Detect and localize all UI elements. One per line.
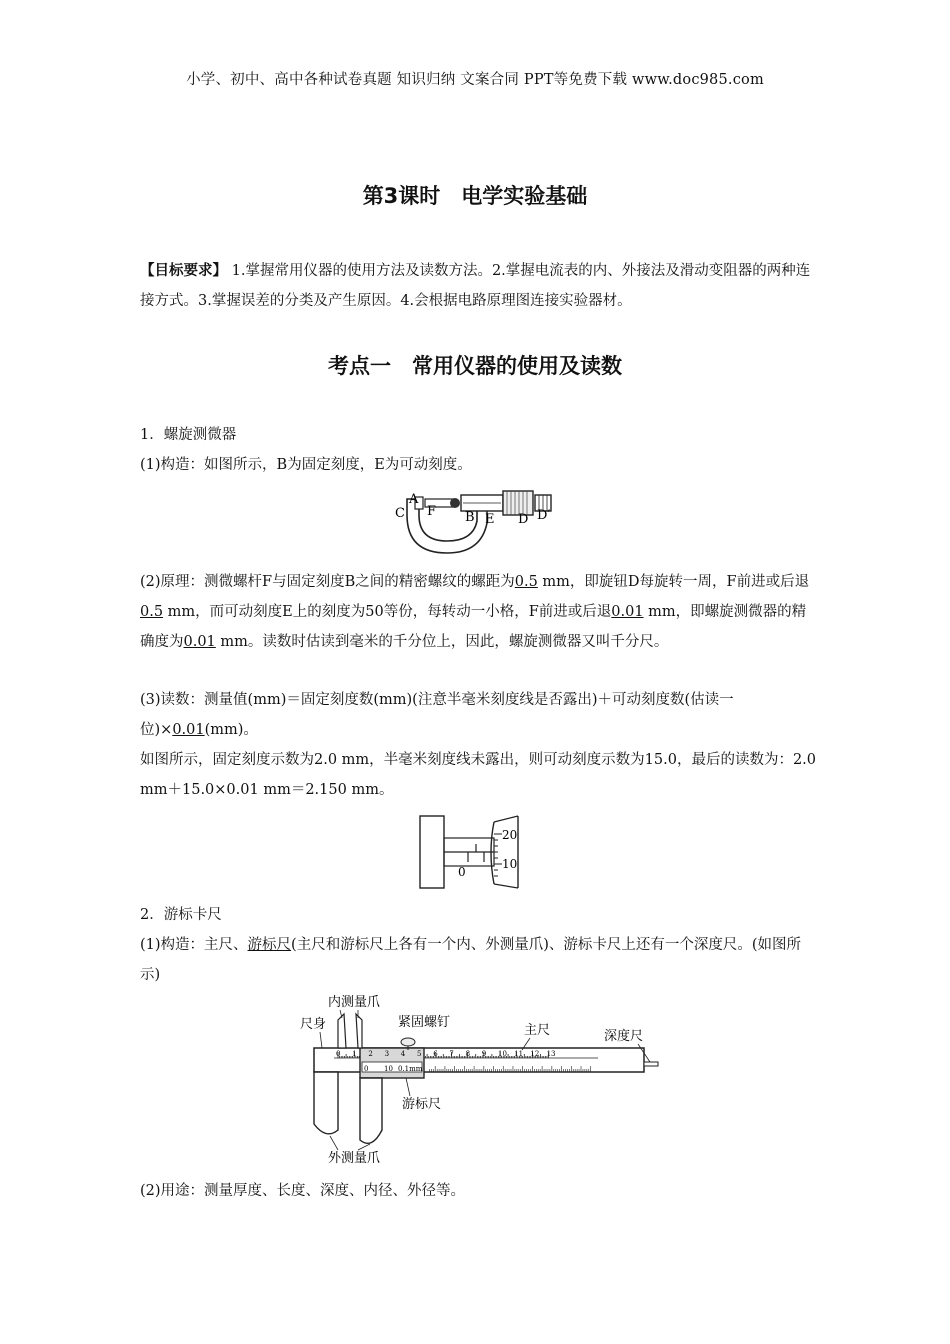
main-scale-number: 12 bbox=[530, 1050, 540, 1058]
micrometer-example: 如图所示，固定刻度示数为2.0 mm，半毫米刻度线未露出，则可动刻度示数为15.0，最后的读数为：2.0 mm＋15.0×0.01 mm＝2.150 mm。 bbox=[140, 752, 817, 798]
principle-blank-3: 0.01 bbox=[611, 604, 644, 620]
principle-text-1: (2)原理：测微螺杆F与固定刻度B之间的精密螺纹的螺距为 bbox=[140, 574, 515, 590]
main-scale-number: 4 bbox=[400, 1050, 406, 1058]
caliper-structure-text-2: (主尺和游标尺上各有一个内、外测量爪)、游标卡尺上还有一个深度尺。(如图所示) bbox=[140, 937, 802, 983]
scale-ten: 10 bbox=[502, 857, 518, 871]
lesson-title: 第3课时 电学实验基础 bbox=[362, 184, 588, 208]
main-scale-number: 10 bbox=[498, 1050, 507, 1058]
main-scale-number: 2 bbox=[368, 1050, 373, 1058]
page-header: 小学、初中、高中各种试卷真题 知识归纳 文案合同 PPT等免费下载 www.doc985.com bbox=[186, 72, 764, 88]
principle-text-3: mm，而可动刻度E上的刻度为50等份，每转动一小格，F前进或后退 bbox=[163, 604, 612, 620]
label-screw: 紧固螺钉 bbox=[398, 1015, 451, 1030]
label-inner-jaw: 内测量爪 bbox=[328, 995, 381, 1010]
micrometer-structure: (1)构造：如图所示，B为固定刻度，E为可动刻度。 bbox=[140, 457, 472, 473]
caliper-heading: 2．游标卡尺 bbox=[140, 907, 222, 923]
reading-blank-1: 0.01 bbox=[172, 722, 205, 738]
caliper-structure-text-1: (1)构造：主尺、 bbox=[140, 937, 248, 953]
principle-blank-4: 0.01 bbox=[183, 634, 216, 650]
scale-zero: 0 bbox=[458, 865, 466, 879]
label-depth: 深度尺 bbox=[604, 1029, 644, 1044]
main-scale-number: 8 bbox=[465, 1050, 471, 1058]
vernier-ten: 10 bbox=[384, 1065, 393, 1073]
principle-text-4: mm，即螺旋测微器的精确度为 bbox=[140, 604, 807, 650]
caliper-structure bbox=[140, 930, 820, 990]
label-F: F bbox=[427, 504, 437, 519]
micrometer-heading: 1．螺旋测微器 bbox=[140, 427, 237, 443]
label-D: D bbox=[518, 512, 529, 527]
goals-text: 1.掌握常用仪器的使用方法及读数方法。2.掌握电流表的内、外接法及滑动变阻器的两种连接方式。3.掌握误差的分类及产生原因。4.会根据电路原理图连接实验器材。 bbox=[140, 263, 811, 309]
label-B: B bbox=[465, 510, 475, 525]
main-scale-number: 3 bbox=[384, 1050, 390, 1058]
principle-blank-2: 0.5 bbox=[140, 604, 164, 620]
micrometer-figure bbox=[385, 485, 570, 560]
caliper-usage: (2)用途：测量厚度、长度、深度、内径、外径等。 bbox=[140, 1183, 466, 1199]
micrometer-principle bbox=[140, 567, 820, 657]
reading-text-2: (mm)。 bbox=[204, 722, 258, 738]
vernier-zero: 0 bbox=[364, 1065, 369, 1073]
main-scale-number: 9 bbox=[481, 1050, 487, 1058]
label-A: A bbox=[409, 492, 419, 507]
main-scale-number: 1 bbox=[352, 1050, 357, 1058]
principle-text-2: mm，即旋钮D每旋转一周，F前进或后退 bbox=[537, 574, 810, 590]
label-outer-jaw: 外测量爪 bbox=[328, 1151, 381, 1166]
label-C: C bbox=[395, 506, 405, 521]
label-main: 主尺 bbox=[524, 1023, 551, 1038]
main-scale-number: 0 bbox=[336, 1050, 341, 1058]
principle-text-5: mm。读数时估读到毫米的千分位上，因此，螺旋测微器又叫千分尺。 bbox=[215, 634, 669, 650]
main-scale-number: 7 bbox=[449, 1050, 454, 1058]
scale-twenty: 20 bbox=[502, 828, 518, 842]
label-D-prime: D′ bbox=[537, 508, 551, 523]
main-scale-number: 5 bbox=[417, 1050, 422, 1058]
micrometer-reading bbox=[140, 685, 820, 745]
section-title: 考点一 常用仪器的使用及读数 bbox=[328, 354, 622, 378]
label-vernier: 游标尺 bbox=[402, 1097, 442, 1112]
main-scale-number: 6 bbox=[433, 1050, 438, 1058]
reading-text-1: (3)读数：测量值(mm)＝固定刻度数(mm)(注意半毫米刻度线是否露出)＋可动刻度数(估读一位)× bbox=[140, 692, 734, 738]
vernier-precision: 0.1mm bbox=[398, 1065, 423, 1073]
main-scale-number: 13 bbox=[546, 1050, 556, 1058]
micrometer-scale-figure bbox=[418, 814, 533, 890]
caliper-structure-blank-1: 游标尺 bbox=[247, 937, 292, 953]
caliper-figure bbox=[298, 990, 660, 1170]
goals-tag: 【目标要求】 bbox=[140, 263, 227, 279]
goals-paragraph bbox=[140, 256, 816, 316]
principle-blank-1: 0.5 bbox=[514, 574, 538, 590]
label-E: E bbox=[485, 512, 495, 527]
main-scale-number: 11 bbox=[514, 1050, 524, 1058]
label-body: 尺身 bbox=[300, 1017, 327, 1032]
